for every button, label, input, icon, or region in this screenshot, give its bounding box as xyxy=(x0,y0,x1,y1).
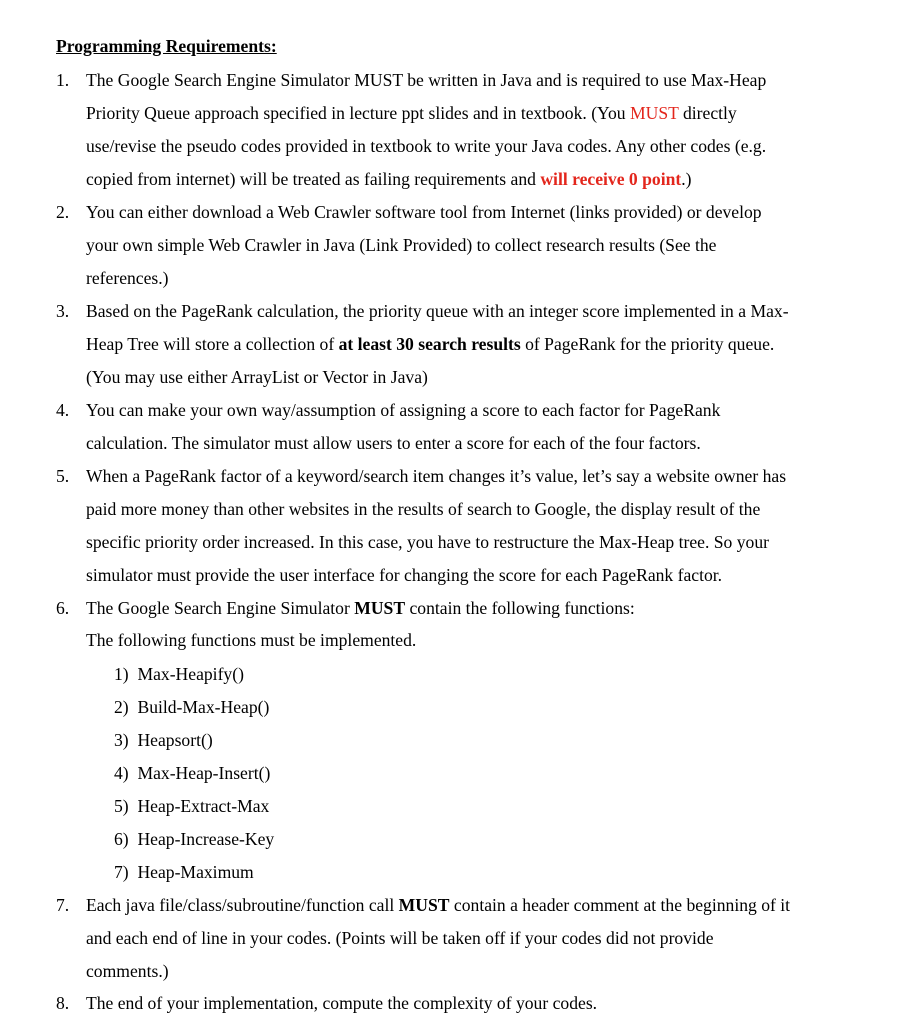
function-item: 5) Heap-Extract-Max xyxy=(114,796,270,816)
function-item: 7) Heap-Maximum xyxy=(114,862,254,882)
item-line: Based on the PageRank calculation, the priority queue with an integer score implemented in a Max- xyxy=(86,301,789,321)
emphasis-30-results: at least 30 search results xyxy=(338,334,521,354)
item-number: 2. xyxy=(56,202,70,222)
item-line: calculation. The simulator must allow users to enter a score for each of the four factors. xyxy=(86,433,701,453)
emphasis-must: MUST xyxy=(398,895,450,915)
function-item: 4) Max-Heap-Insert() xyxy=(114,763,271,783)
emphasis-zero-point: will receive 0 point xyxy=(540,169,682,189)
item-line: When a PageRank factor of a keyword/search item changes it’s value, let’s say a website owner has xyxy=(86,466,787,486)
item-number: 8. xyxy=(56,993,70,1013)
item-line: The Google Search Engine Simulator MUST contain the following functions: xyxy=(86,598,635,618)
page-title: Programming Requirements: xyxy=(56,36,277,56)
emphasis-must: MUST xyxy=(630,103,679,123)
item-number: 1. xyxy=(56,70,70,90)
item-line: use/revise the pseudo codes provided in textbook to write your Java codes. Any other codes (e.g. xyxy=(86,136,767,156)
emphasis-must: MUST xyxy=(354,598,406,618)
item-line: copied from internet) will be treated as failing requirements and will receive 0 point.) xyxy=(86,169,692,189)
item-number: 5. xyxy=(56,466,70,486)
item-line: and each end of line in your codes. (Points will be taken off if your codes did not provide xyxy=(86,928,714,948)
item-number: 7. xyxy=(56,895,70,915)
item-number: 6. xyxy=(56,598,70,618)
item-line: simulator must provide the user interface for changing the score for each PageRank factor. xyxy=(86,565,723,585)
item-line: Priority Queue approach specified in lecture ppt slides and in textbook. (You MUST directly xyxy=(86,103,737,123)
function-item: 6) Heap-Increase-Key xyxy=(114,829,275,849)
item-line: paid more money than other websites in the results of search to Google, the display result of the xyxy=(86,499,761,519)
item-line: comments.) xyxy=(86,961,169,981)
item-number: 4. xyxy=(56,400,70,420)
item-line: The end of your implementation, compute the complexity of your codes. xyxy=(86,993,598,1013)
item-line: (You may use either ArrayList or Vector in Java) xyxy=(86,367,428,387)
item-line: The following functions must be implemented. xyxy=(86,630,417,650)
function-item: 1) Max-Heapify() xyxy=(114,664,244,684)
item-line: The Google Search Engine Simulator MUST be written in Java and is required to use Max-Heap xyxy=(86,70,767,90)
item-line: Heap Tree will store a collection of at least 30 search results of PageRank for the priority queue. xyxy=(86,334,775,354)
function-item: 3) Heapsort() xyxy=(114,730,213,750)
item-line: references.) xyxy=(86,268,169,288)
item-line: You can either download a Web Crawler software tool from Internet (links provided) or develop xyxy=(86,202,762,222)
item-line: Each java file/class/subroutine/function call MUST contain a header comment at the beginning of it xyxy=(86,895,791,915)
function-item: 2) Build-Max-Heap() xyxy=(114,697,270,717)
item-line: You can make your own way/assumption of assigning a score to each factor for PageRank xyxy=(86,400,721,420)
item-line: your own simple Web Crawler in Java (Link Provided) to collect research results (See the xyxy=(86,235,717,255)
item-line: specific priority order increased. In this case, you have to restructure the Max-Heap tree. So your xyxy=(86,532,769,552)
item-number: 3. xyxy=(56,301,70,321)
